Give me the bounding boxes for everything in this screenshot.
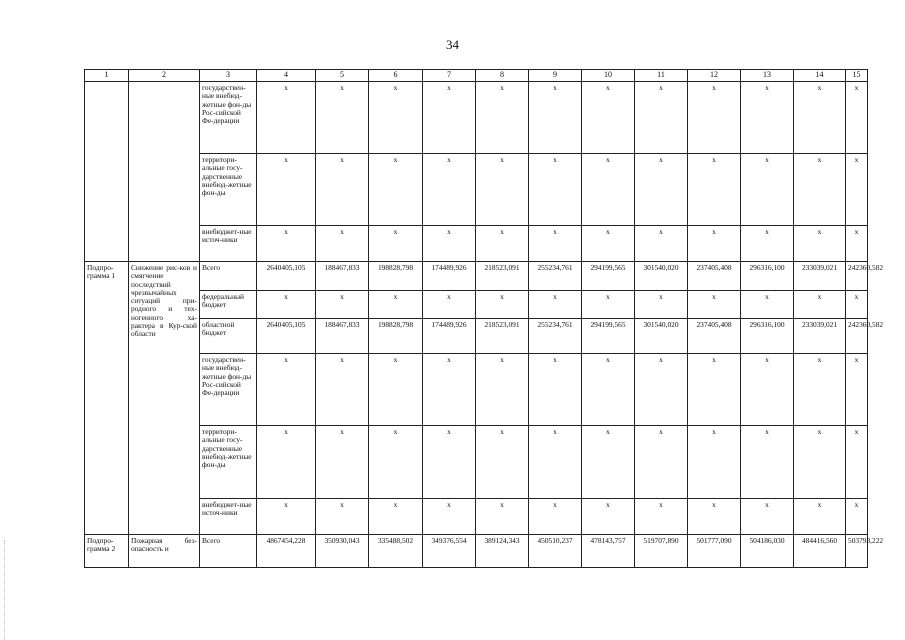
value-cell: x xyxy=(257,291,316,319)
value-cell: x xyxy=(794,82,846,154)
value-cell: 174489,926 xyxy=(423,319,476,354)
value-cell: x xyxy=(741,82,794,154)
value-cell: x xyxy=(476,154,529,226)
value-cell: x xyxy=(423,154,476,226)
value-cell: x xyxy=(369,354,423,426)
value-cell: x xyxy=(257,499,316,535)
value-cell: 349376,554 xyxy=(423,535,476,568)
column-header: 6 xyxy=(369,70,423,82)
value-cell: x xyxy=(688,226,741,262)
value-cell: x xyxy=(741,226,794,262)
value-cell: x xyxy=(582,499,635,535)
value-cell: 237405,408 xyxy=(688,319,741,354)
source-cell: Всего xyxy=(200,535,257,568)
value-cell: x xyxy=(476,82,529,154)
table-row xyxy=(85,426,868,499)
value-cell: x xyxy=(257,82,316,154)
value-cell: x xyxy=(846,291,868,319)
value-cell: x xyxy=(476,499,529,535)
value-cell: 242360,582 xyxy=(846,262,868,291)
value-cell: x xyxy=(369,154,423,226)
value-cell: x xyxy=(529,291,582,319)
value-cell: x xyxy=(794,426,846,499)
page-number: 34 xyxy=(446,37,459,52)
value-cell: 504186,030 xyxy=(741,535,794,568)
value-cell: x xyxy=(582,154,635,226)
value-cell: x xyxy=(741,291,794,319)
subprogram-name-cell: Пожарная без-опасность и xyxy=(129,535,200,568)
table-row xyxy=(85,226,868,262)
value-cell: 2640405,105 xyxy=(257,319,316,354)
source-cell: государствен-ные внебюд-жетные фон-ды Рос-сийской Фе-дерации xyxy=(200,82,257,154)
value-cell: x xyxy=(794,291,846,319)
value-cell: 301540,020 xyxy=(635,319,688,354)
value-cell: x xyxy=(316,226,369,262)
column-header: 5 xyxy=(316,70,369,82)
column-header: 11 xyxy=(635,70,688,82)
value-cell: 188467,833 xyxy=(316,319,369,354)
source-cell: федеральный бюджет xyxy=(200,291,257,319)
value-cell: x xyxy=(423,426,476,499)
value-cell: x xyxy=(741,354,794,426)
value-cell: x xyxy=(476,354,529,426)
scan-margin-mark xyxy=(4,540,11,640)
value-cell: 503793,222 xyxy=(846,535,868,568)
column-header: 15 xyxy=(846,70,868,82)
value-cell: 255234,761 xyxy=(529,262,582,291)
value-cell: x xyxy=(423,499,476,535)
column-header: 13 xyxy=(741,70,794,82)
value-cell: x xyxy=(369,82,423,154)
source-cell: территори-альные госу-дарственные внебюд-жетные фон-ды xyxy=(200,426,257,499)
value-cell: x xyxy=(316,82,369,154)
source-cell: внебюджет-ные источ-ники xyxy=(200,226,257,262)
value-cell: x xyxy=(741,426,794,499)
value-cell: 218523,091 xyxy=(476,262,529,291)
value-cell: x xyxy=(688,291,741,319)
value-cell: x xyxy=(257,426,316,499)
table-row xyxy=(85,354,868,426)
table-row xyxy=(85,291,868,319)
column-header: 8 xyxy=(476,70,529,82)
value-cell: x xyxy=(529,426,582,499)
value-cell: 335488,502 xyxy=(369,535,423,568)
value-cell: x xyxy=(582,426,635,499)
column-header: 1 xyxy=(85,70,129,82)
value-cell: x xyxy=(476,426,529,499)
value-cell: x xyxy=(794,499,846,535)
value-cell: x xyxy=(635,226,688,262)
value-cell: x xyxy=(846,226,868,262)
column-header: 7 xyxy=(423,70,476,82)
column-header: 12 xyxy=(688,70,741,82)
value-cell: 301540,020 xyxy=(635,262,688,291)
value-cell: x xyxy=(257,154,316,226)
value-cell: x xyxy=(423,226,476,262)
value-cell: x xyxy=(688,499,741,535)
value-cell: 198828,798 xyxy=(369,319,423,354)
source-cell: территори-альные госу-дарственные внебюд-жетные фон-ды xyxy=(200,154,257,226)
value-cell: 450510,237 xyxy=(529,535,582,568)
value-cell: 296316,100 xyxy=(741,262,794,291)
value-cell: 174489,926 xyxy=(423,262,476,291)
value-cell: x xyxy=(635,426,688,499)
value-cell: x xyxy=(741,154,794,226)
table-row xyxy=(85,262,868,291)
value-cell: x xyxy=(688,82,741,154)
value-cell: x xyxy=(369,426,423,499)
value-cell: x xyxy=(476,226,529,262)
value-cell: x xyxy=(529,499,582,535)
value-cell: 233039,021 xyxy=(794,262,846,291)
value-cell: x xyxy=(635,354,688,426)
value-cell: 294199,565 xyxy=(582,319,635,354)
status-cell xyxy=(85,82,129,262)
value-cell: 389124,343 xyxy=(476,535,529,568)
name-cell xyxy=(129,82,200,262)
header-row xyxy=(85,70,868,82)
value-cell: x xyxy=(582,82,635,154)
column-header: 3 xyxy=(200,70,257,82)
table-row xyxy=(85,535,868,568)
column-header: 10 xyxy=(582,70,635,82)
value-cell: x xyxy=(423,291,476,319)
column-header: 14 xyxy=(794,70,846,82)
value-cell: x xyxy=(529,82,582,154)
value-cell: x xyxy=(635,82,688,154)
value-cell: 296316,100 xyxy=(741,319,794,354)
column-header: 4 xyxy=(257,70,316,82)
value-cell: 233039,021 xyxy=(794,319,846,354)
value-cell: x xyxy=(369,291,423,319)
value-cell: x xyxy=(582,226,635,262)
value-cell: 501777,090 xyxy=(688,535,741,568)
value-cell: x xyxy=(529,226,582,262)
value-cell: x xyxy=(476,291,529,319)
source-cell: государствен-ные внебюд-жетные фон-ды Рос-сийской Фе-дерации xyxy=(200,354,257,426)
value-cell: x xyxy=(846,499,868,535)
table-body xyxy=(85,70,884,568)
value-cell: x xyxy=(316,154,369,226)
value-cell: 350930,043 xyxy=(316,535,369,568)
value-cell: 478143,757 xyxy=(582,535,635,568)
budget-table xyxy=(84,69,884,568)
value-cell: x xyxy=(635,499,688,535)
value-cell: x xyxy=(794,226,846,262)
column-header: 2 xyxy=(129,70,200,82)
source-cell: Всего xyxy=(200,262,257,291)
table-row xyxy=(85,319,868,354)
value-cell: 242360,582 xyxy=(846,319,868,354)
value-cell: 237405,408 xyxy=(688,262,741,291)
source-cell: внебюджет-ные источ-ники xyxy=(200,499,257,535)
value-cell: x xyxy=(316,354,369,426)
value-cell: 519707,890 xyxy=(635,535,688,568)
value-cell: x xyxy=(846,154,868,226)
value-cell: x xyxy=(257,226,316,262)
value-cell: x xyxy=(369,226,423,262)
column-header: 9 xyxy=(529,70,582,82)
value-cell: x xyxy=(794,154,846,226)
value-cell: x xyxy=(635,291,688,319)
value-cell: x xyxy=(794,354,846,426)
subprogram-name-cell: Снижение рис-ков и смягчение последствий чрезвычайных ситуаций при-родного и тех-ногенного ха-рактера в Кур-ской области xyxy=(129,262,200,535)
value-cell: x xyxy=(423,82,476,154)
table-row xyxy=(85,499,868,535)
value-cell: x xyxy=(529,354,582,426)
value-cell: x xyxy=(316,426,369,499)
value-cell: x xyxy=(635,154,688,226)
value-cell: 2640405,105 xyxy=(257,262,316,291)
value-cell: x xyxy=(688,354,741,426)
value-cell: x xyxy=(741,499,794,535)
value-cell: x xyxy=(582,291,635,319)
value-cell: x xyxy=(529,154,582,226)
value-cell: x xyxy=(846,426,868,499)
value-cell: 218523,091 xyxy=(476,319,529,354)
value-cell: 294199,565 xyxy=(582,262,635,291)
source-cell: областной бюджет xyxy=(200,319,257,354)
value-cell: x xyxy=(316,291,369,319)
value-cell: 4867454,228 xyxy=(257,535,316,568)
subprogram-status-cell: Подпро-грамма 1 xyxy=(85,262,129,535)
table-row xyxy=(85,154,868,226)
value-cell: x xyxy=(688,426,741,499)
table-row xyxy=(85,82,868,154)
value-cell: 198828,798 xyxy=(369,262,423,291)
subprogram-status-cell: Подпро-грамма 2 xyxy=(85,535,129,568)
value-cell: 255234,761 xyxy=(529,319,582,354)
value-cell: x xyxy=(316,499,369,535)
value-cell: x xyxy=(688,154,741,226)
value-cell: x xyxy=(846,82,868,154)
value-cell: x xyxy=(846,354,868,426)
value-cell: x xyxy=(423,354,476,426)
value-cell: x xyxy=(369,499,423,535)
value-cell: 188467,833 xyxy=(316,262,369,291)
value-cell: x xyxy=(582,354,635,426)
value-cell: x xyxy=(257,354,316,426)
value-cell: 484416,560 xyxy=(794,535,846,568)
